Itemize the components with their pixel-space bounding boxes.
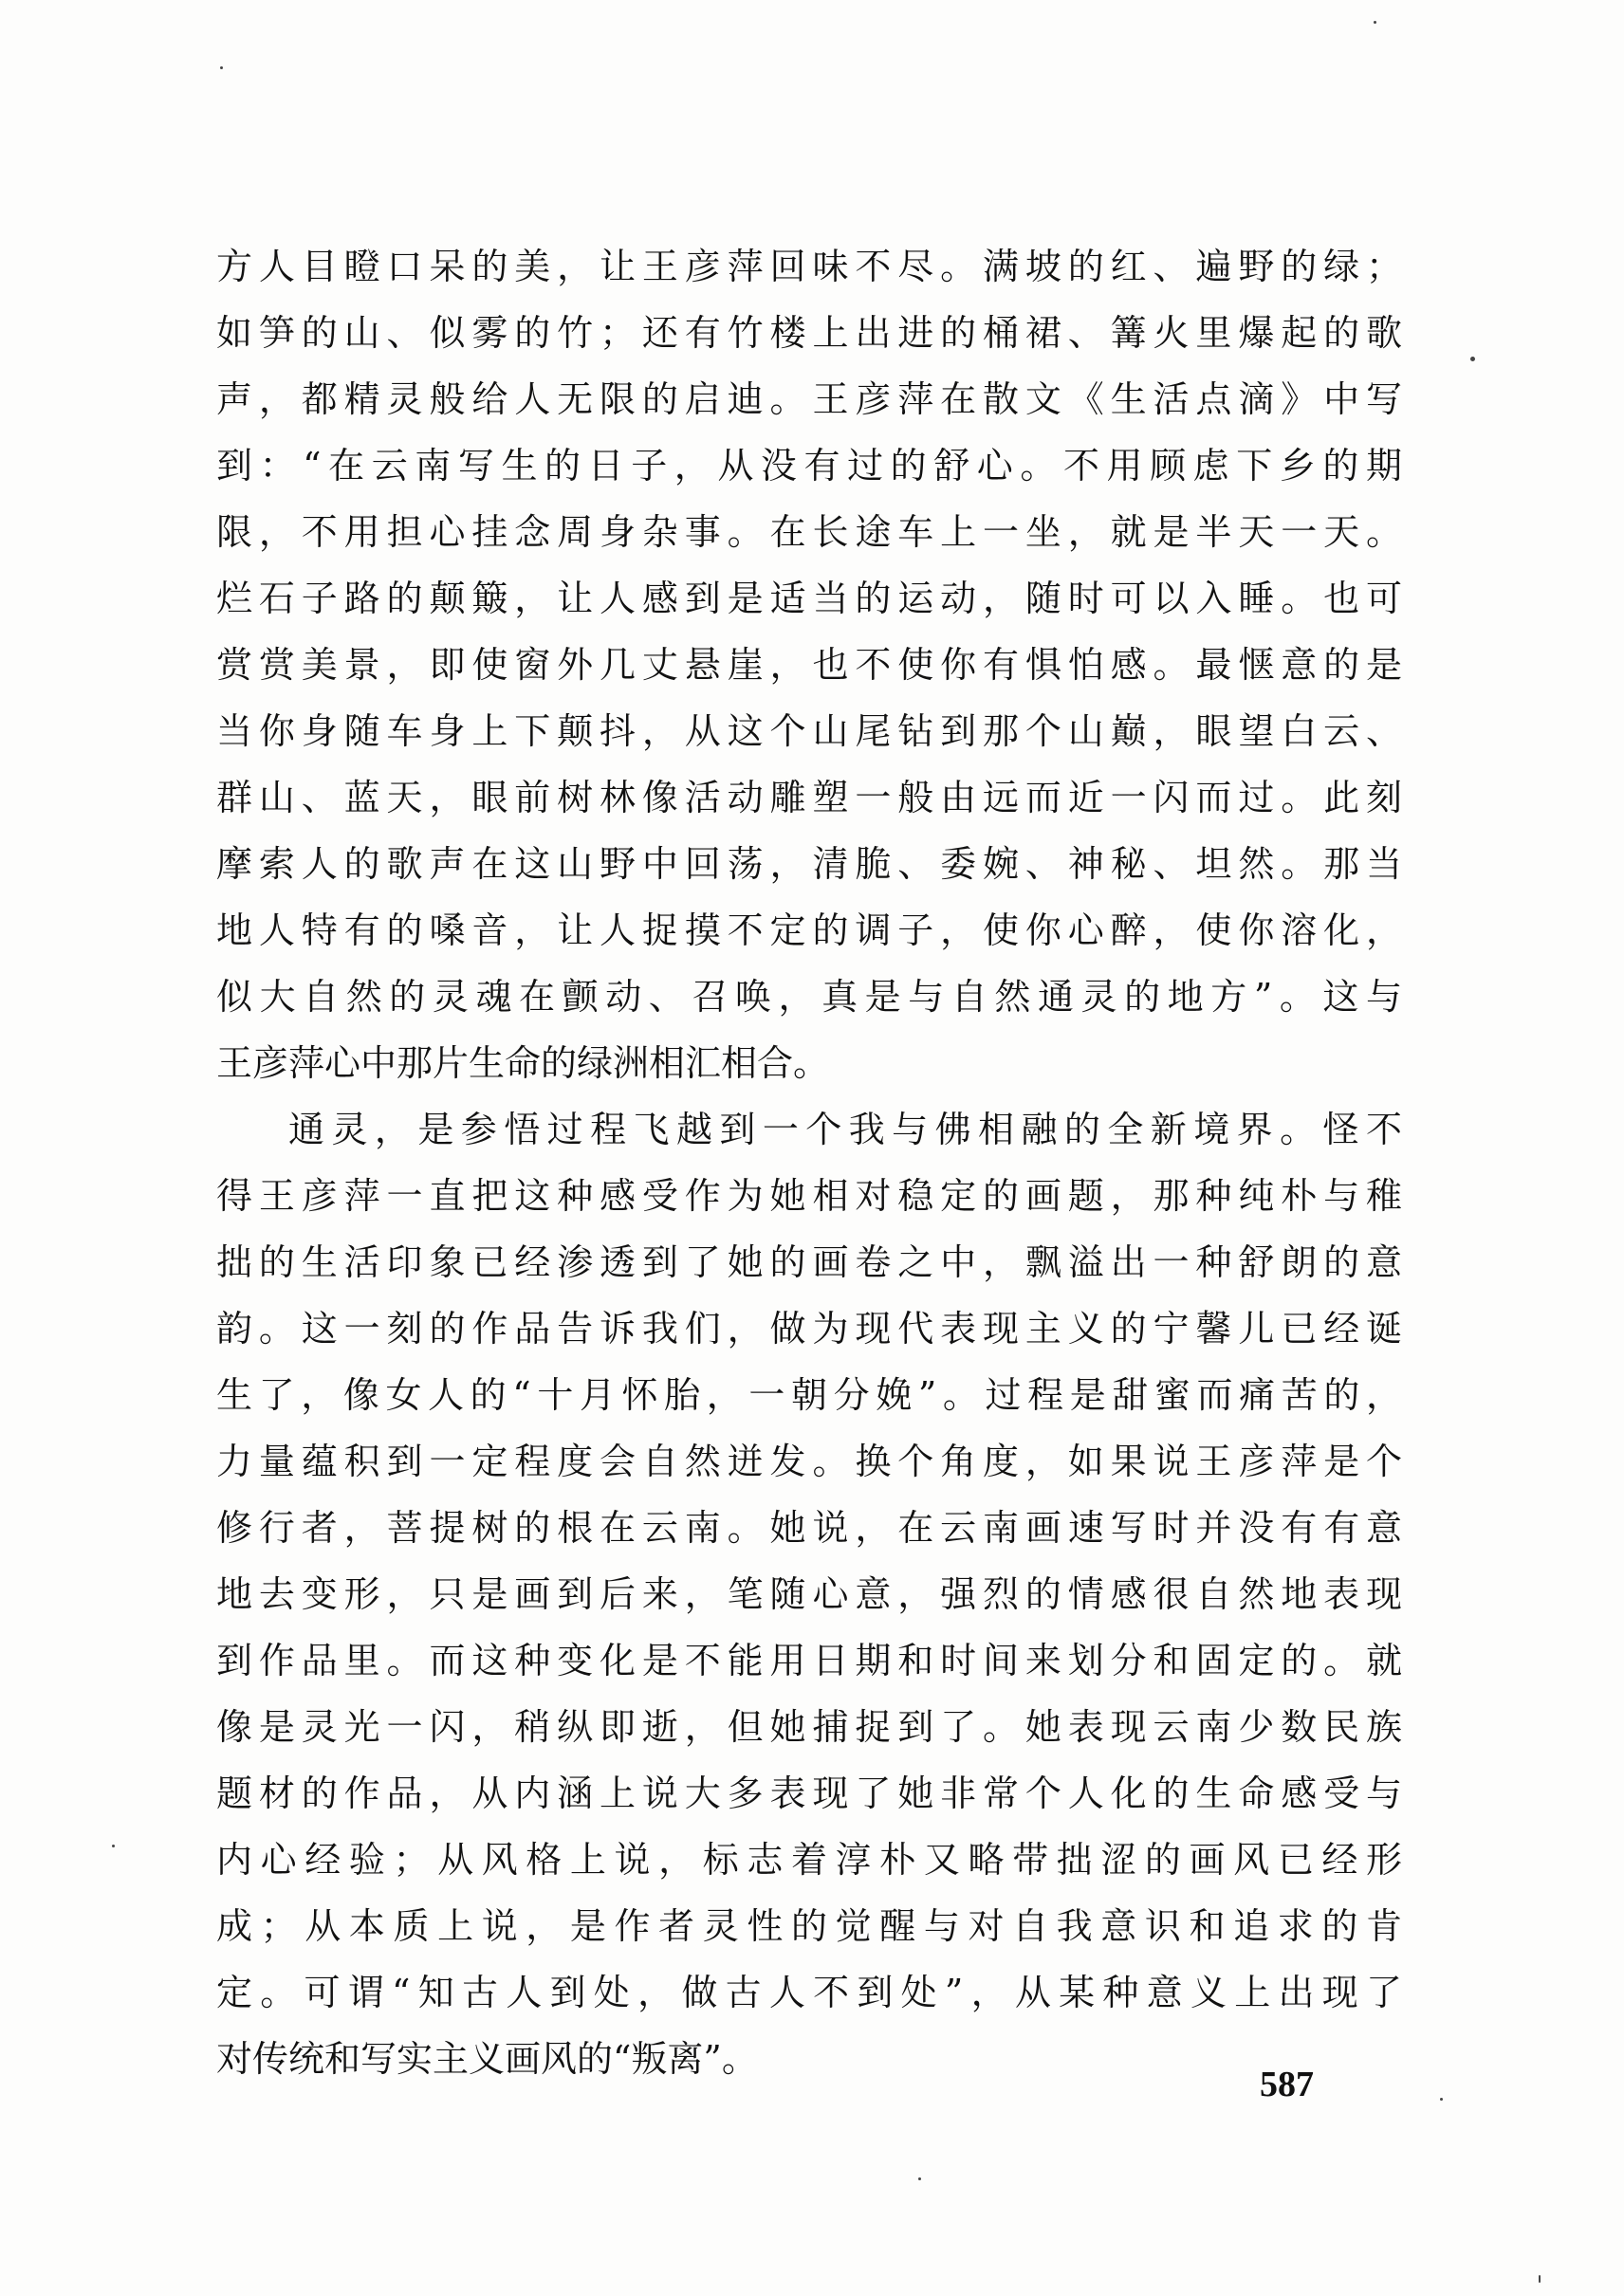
text-line: 地人特有的嗓音，让人捉摸不定的调子，使你心醉，使你溶化， [216,909,1402,951]
page-number: 587 [1260,2065,1314,2104]
text-line: 生了，像女人的“十月怀胎，一朝分娩”。过程是甜蜜而痛苦的， [216,1374,1402,1416]
text-line: 对传统和写实主义画风的“叛离”。 [216,2038,758,2080]
scan-speck [220,66,223,69]
text-line: 烂石子路的颠簸，让人感到是适当的运动，随时可以入睡。也可 [216,578,1402,619]
scan-speck [112,1845,115,1847]
scan-speck [918,2177,921,2180]
text-line: 题材的作品，从内涵上说大多表现了她非常个人化的生命感受与 [216,1773,1402,1814]
paragraph [216,1096,1402,2092]
text-line: 限，不用担心挂念周身杂事。在长途车上一坐，就是半天一天。 [216,511,1402,553]
scan-speck [1440,2098,1443,2101]
text-line: 赏赏美景，即使窗外几丈悬崖，也不使你有惧怕感。最惬意的是 [216,644,1402,686]
text-line: 成；从本质上说，是作者灵性的觉醒与对自我意识和追求的肯 [216,1905,1402,1947]
scan-speck [1374,21,1376,24]
text-line: 内心经验；从风格上说，标志着淳朴又略带拙涩的画风已经形 [216,1839,1402,1881]
paragraph [216,233,1402,1096]
scan-speck [1539,2275,1541,2283]
text-line: 群山、蓝天，眼前树林像活动雕塑一般由远而近一闪而过。此刻 [216,777,1402,818]
text-line: 力量蕴积到一定程度会自然迸发。换个角度，如果说王彦萍是个 [216,1441,1402,1482]
text-line: 似大自然的灵魂在颤动、召唤，真是与自然通灵的地方”。这与 [216,976,1402,1018]
text-line: 像是灵光一闪，稍纵即逝，但她捕捉到了。她表现云南少数民族 [216,1706,1402,1748]
text-line: 地去变形，只是画到后来，笔随心意，强烈的情感很自然地表现 [216,1573,1402,1615]
text-line: 摩索人的歌声在这山野中回荡，清脆、委婉、神秘、坦然。那当 [216,843,1402,885]
text-line: 韵。这一刻的作品告诉我们，做为现代表现主义的宁馨儿已经诞 [216,1308,1402,1350]
text-line: 如笋的山、似雾的竹；还有竹楼上出进的桶裙、篝火里爆起的歌 [216,312,1402,354]
text-line: 通灵，是参悟过程飞越到一个我与佛相融的全新境界。怪不 [288,1109,1402,1150]
text-line: 到：“在云南写生的日子，从没有过的舒心。不用顾虑下乡的期 [216,445,1402,487]
text-line: 王彦萍心中那片生命的绿洲相汇相合。 [216,1042,830,1084]
text-line: 到作品里。而这种变化是不能用日期和时间来划分和固定的。就 [216,1640,1402,1681]
text-line: 修行者，菩提树的根在云南。她说，在云南画速写时并没有有意 [216,1507,1402,1549]
text-line: 声，都精灵般给人无限的启迪。王彦萍在散文《生活点滴》中写 [216,378,1402,420]
text-line: 方人目瞪口呆的美，让王彦萍回味不尽。满坡的红、遍野的绿； [216,246,1402,287]
scan-speck [1470,357,1475,361]
body-text [216,233,1402,2092]
text-line: 拙的生活印象已经渗透到了她的画卷之中，飘溢出一种舒朗的意 [216,1241,1402,1283]
text-line: 得王彦萍一直把这种感受作为她相对稳定的画题，那种纯朴与稚 [216,1175,1402,1217]
text-line: 当你身随车身上下颠抖，从这个山尾钻到那个山巅，眼望白云、 [216,710,1402,752]
text-line: 定。可谓“知古人到处，做古人不到处”，从某种意义上出现了 [216,1972,1402,2013]
